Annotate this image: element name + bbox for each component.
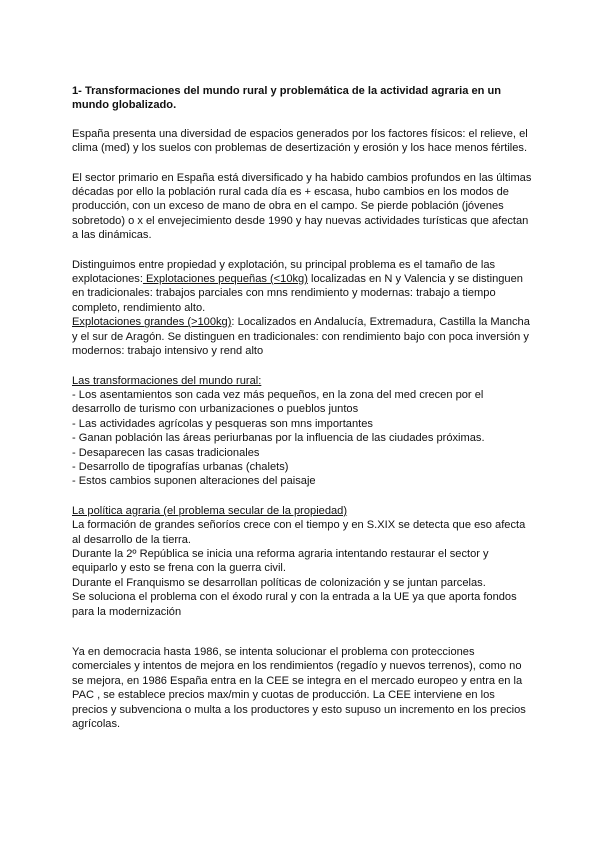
ownership-intro: Distinguimos entre propiedad y explotación, su principal problema es el tamaño de las explotaciones:: [72, 258, 496, 286]
intro-paragraph: España presenta una diversidad de espacios generados por los factores físicos: el relieve, el clima (med) y los suelos con problemas de desertización y erosión y los hace menos fértiles.: [72, 127, 528, 155]
ownership-paragraph: [72, 258, 532, 316]
document-content: [72, 84, 532, 746]
policy-line: Durante el Franquismo se desarrollan políticas de colonización y se juntan parcelas.: [72, 576, 486, 589]
policy-line: Se soluciona el problema con el éxodo rural y con la entrada a la UE ya que aporta fondos para la modernización: [72, 591, 517, 618]
list-item: - Desaparecen las casas tradicionales: [72, 446, 260, 459]
transformations-section: [72, 374, 532, 489]
large-holdings-text: : Localizados en Andalucía, Extremadura, Castilla la Mancha y el sur de Aragón. Se distinguen en tradicionales: con rendimiento bajo con poca inversión y modernos: trabajo intensivo y rend alto: [72, 316, 530, 358]
agrarian-policy-heading: La política agraria (el problema secular de la propiedad): [72, 504, 348, 517]
list-item: - Estos cambios suponen alteraciones del paisaje: [72, 475, 316, 488]
large-holdings-paragraph: [72, 315, 532, 358]
list-item: - Ganan población las áreas periurbanas por la influencia de las ciudades próximas.: [72, 432, 485, 445]
transformations-heading: Las transformaciones del mundo rural:: [72, 374, 262, 387]
agrarian-policy-section: [72, 504, 532, 619]
list-item: - Las actividades agrícolas y pesqueras son mns importantes: [72, 417, 373, 430]
list-item: - Desarrollo de tipografías urbanas (chalets): [72, 460, 289, 473]
small-holdings-text: localizadas en N y Valencia y se distinguen en tradicionales: trabajos parciales con mns rendimiento y modernas: trabajo a tiempo completo, rendimiento alto.: [72, 273, 523, 314]
primary-sector-paragraph: El sector primario en España está diversificado y ha habido cambios profundos en las últimas décadas por ello la población rural cada día es + escasa, hubo cambios en los modos de producción, con un exceso de mano de obra en el campo. Se pierde población (jóvenes sobretodo) o x el envejecimiento desde 1990 y hay nuevas actividades turísticas que afectan a las dinámicas.: [72, 171, 532, 242]
large-holdings-label: Explotaciones grandes (>100kg): [72, 316, 232, 329]
document-title: 1- Transformaciones del mundo rural y problemática de la actividad agraria en un mundo globalizado.: [72, 85, 502, 112]
democracy-paragraph: Ya en democracia hasta 1986, se intenta solucionar el problema con protecciones comerciales y intentos de mejora en los rendimientos (regadío y nuevos terrenos), como no se mejora, en 1986 España entra en la CEE se integra en el mercado europeo y entra en la PAC , se establece precios max/min y cuotas de producción. La CEE interviene en los precios y subvenciona o multa a los productores y esto supuso un incremento en los precios agrícolas.: [72, 646, 526, 731]
policy-line: La formación de grandes señoríos crece con el tiempo y en S.XIX se detecta que eso afecta al desarrollo de la tierra.: [72, 519, 526, 546]
list-item: - Los asentamientos son cada vez más pequeños, en la zona del med crecen por el desarrollo de turismo con urbanizaciones o pueblos juntos: [72, 388, 484, 416]
small-holdings-label: Explotaciones pequeñas (<10kg): [142, 273, 308, 286]
section-spacer: [72, 619, 532, 645]
policy-line: Durante la 2º República se inicia una reforma agraria intentando restaurar el sector y equiparlo y esto se frena con la guerra civil.: [72, 547, 489, 575]
